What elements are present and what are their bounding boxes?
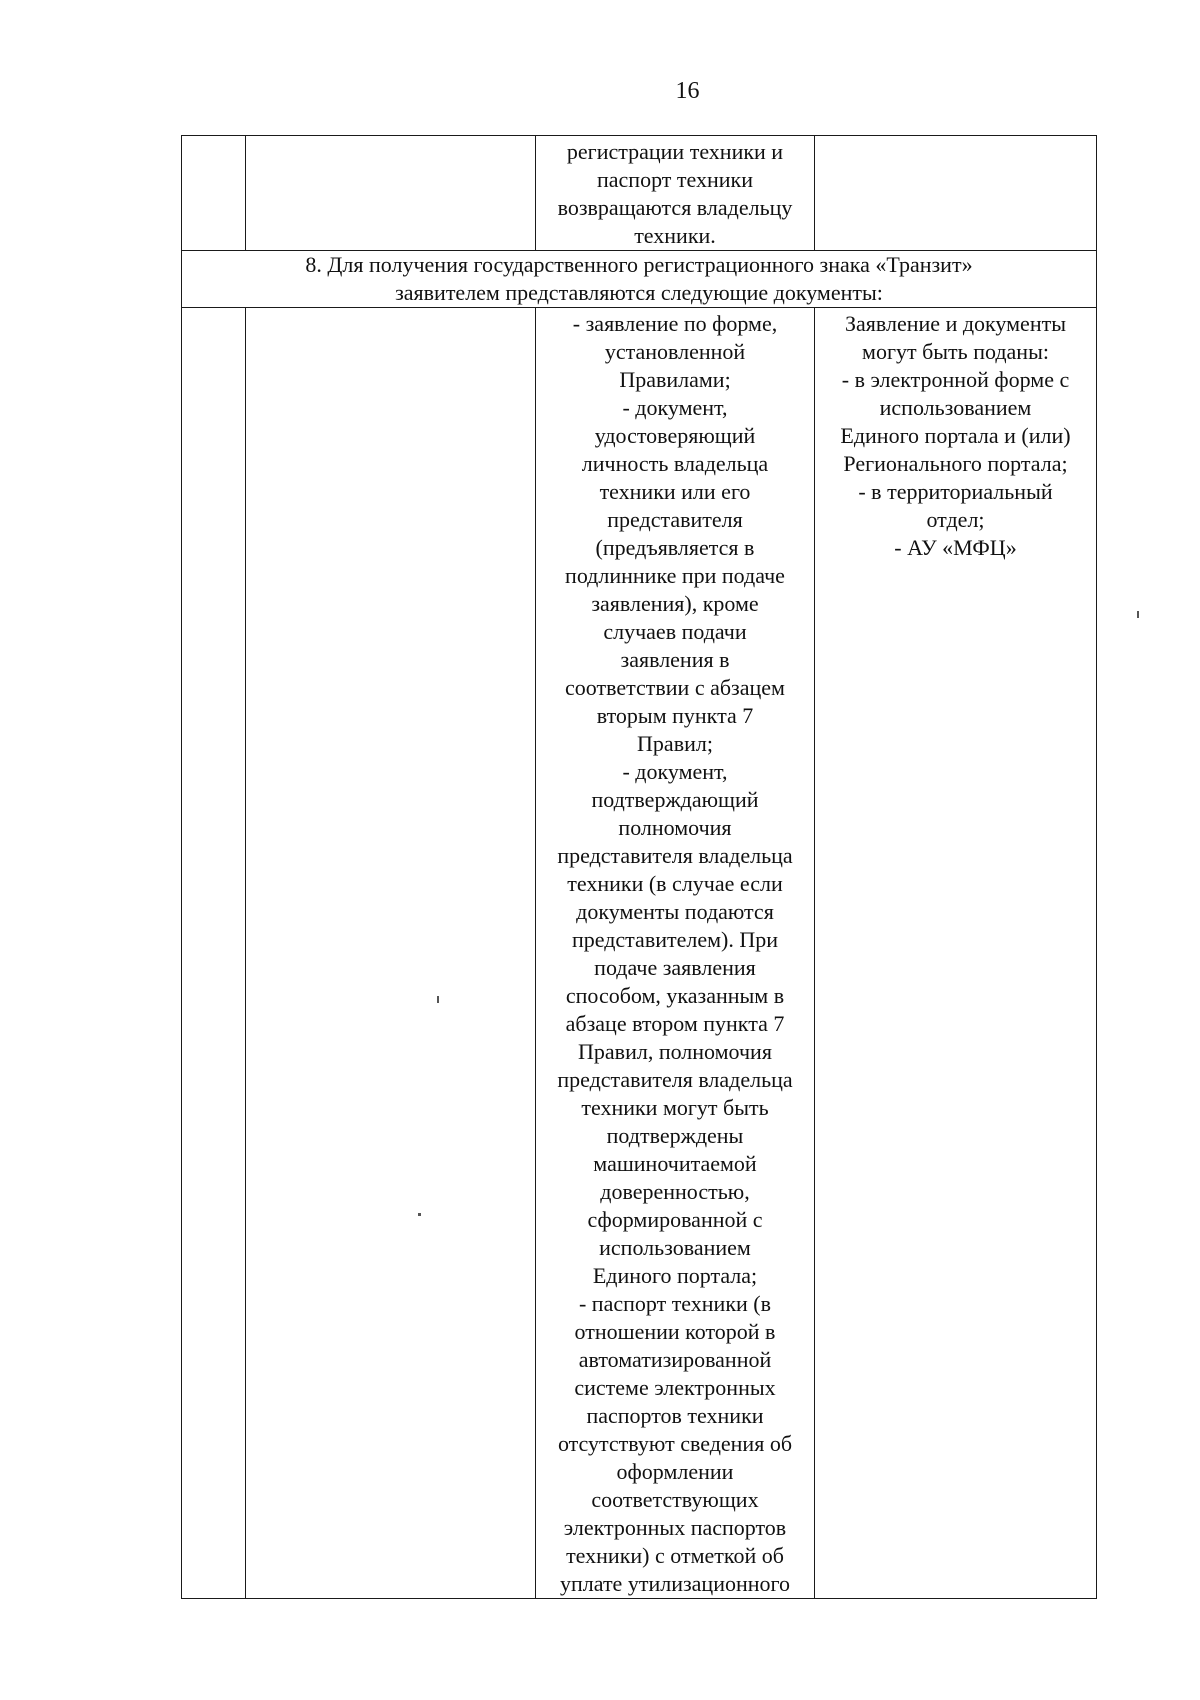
documents-line: представителя: [607, 507, 743, 532]
documents-line: абзаце втором пункта 7: [565, 1011, 785, 1036]
procedure-table: [181, 135, 1097, 1599]
documents-line: случаев подачи: [603, 619, 747, 644]
documents-line: подтверждены: [606, 1123, 744, 1148]
documents-line: отношении которой в: [574, 1319, 776, 1344]
documents-line: заявления в: [620, 647, 730, 672]
submission-line: - в электронной форме с: [841, 367, 1070, 392]
number-cell: [182, 136, 246, 251]
documents-line: машиночитаемой: [593, 1151, 757, 1176]
documents-line: автоматизированной: [578, 1347, 772, 1372]
documents-line: - паспорт техники (в: [578, 1291, 772, 1316]
submission-cell: [815, 308, 1097, 1599]
documents-line: доверенностью,: [600, 1179, 750, 1204]
documents-line: удостоверяющий: [594, 423, 756, 448]
documents-line: Правилами;: [619, 367, 731, 392]
documents-line: подаче заявления: [594, 955, 756, 980]
notes-cell: [815, 136, 1097, 251]
submission-line: Регионального портала;: [843, 451, 1068, 476]
documents-line: сформированной с: [587, 1207, 763, 1232]
table-row-continuation: [182, 136, 1097, 251]
documents-line: отсутствуют сведения об: [557, 1431, 793, 1456]
description-line: возвращаются владельцу: [557, 195, 793, 220]
section-header-row: [182, 251, 1097, 308]
documents-cell: [536, 308, 815, 1599]
submission-line: отдел;: [926, 507, 985, 532]
documents-line: техники или его: [599, 479, 751, 504]
documents-line: заявления), кроме: [591, 591, 759, 616]
documents-line: уплате утилизационного: [560, 1571, 790, 1596]
documents-line: соответствии с абзацем: [565, 675, 785, 700]
number-cell: [182, 308, 246, 1599]
submission-line: - АУ «МФЦ»: [894, 535, 1017, 560]
section-header-line: 8. Для получения государственного регистрационного знака «Транзит»: [305, 252, 973, 277]
documents-line: использованием: [599, 1235, 751, 1260]
documents-line: (предъявляется в: [595, 535, 755, 560]
submission-line: Единого портала и (или): [840, 423, 1071, 448]
documents-line: установленной: [604, 339, 746, 364]
documents-line: оформлении: [616, 1459, 734, 1484]
stage-cell: [246, 308, 536, 1599]
documents-line: техники) с отметкой об: [566, 1543, 784, 1568]
documents-line: полномочия: [618, 815, 732, 840]
submission-line: использованием: [879, 395, 1032, 420]
scan-speck: [418, 1213, 421, 1216]
documents-line: системе электронных: [574, 1375, 776, 1400]
documents-line: Правил, полномочия: [578, 1039, 772, 1064]
submission-line: - в территориальный: [858, 479, 1053, 504]
section-header-cell: [182, 251, 1097, 308]
documents-line: - документ,: [622, 395, 728, 420]
documents-line: техники могут быть: [581, 1095, 769, 1120]
documents-line: документы подаются: [576, 899, 774, 924]
documents-line: представителя владельца: [557, 843, 793, 868]
section-header-line: заявителем представляются следующие документы:: [395, 280, 883, 305]
stage-cell: [246, 136, 536, 251]
description-cell: [536, 136, 815, 251]
documents-line: - документ,: [622, 759, 728, 784]
submission-line: Заявление и документы: [845, 311, 1066, 336]
documents-line: подтверждающий: [591, 787, 759, 812]
documents-line: личность владельца: [581, 451, 769, 476]
page-number: 16: [675, 78, 700, 104]
documents-line: представителя владельца: [557, 1067, 793, 1092]
description-line: регистрации техники и: [566, 139, 784, 164]
description-line: техники.: [634, 223, 716, 248]
documents-line: Единого портала;: [592, 1263, 758, 1288]
scan-speck: [437, 996, 439, 1003]
documents-line: представителем). При: [571, 927, 779, 952]
documents-line: вторым пункта 7: [596, 703, 754, 728]
documents-line: способом, указанным в: [565, 983, 785, 1008]
documents-line: - заявление по форме,: [572, 311, 778, 336]
table-row-documents: [182, 308, 1097, 1599]
documents-line: Правил;: [637, 731, 713, 756]
documents-line: паспортов техники: [586, 1403, 764, 1428]
documents-line: соответствующих: [591, 1487, 759, 1512]
documents-line: электронных паспортов: [563, 1515, 787, 1540]
documents-line: подлиннике при подаче: [565, 563, 785, 588]
description-line: паспорт техники: [597, 167, 753, 192]
documents-line: техники (в случае если: [567, 871, 783, 896]
scan-speck: [1137, 611, 1139, 618]
submission-line: могут быть поданы:: [862, 339, 1049, 364]
